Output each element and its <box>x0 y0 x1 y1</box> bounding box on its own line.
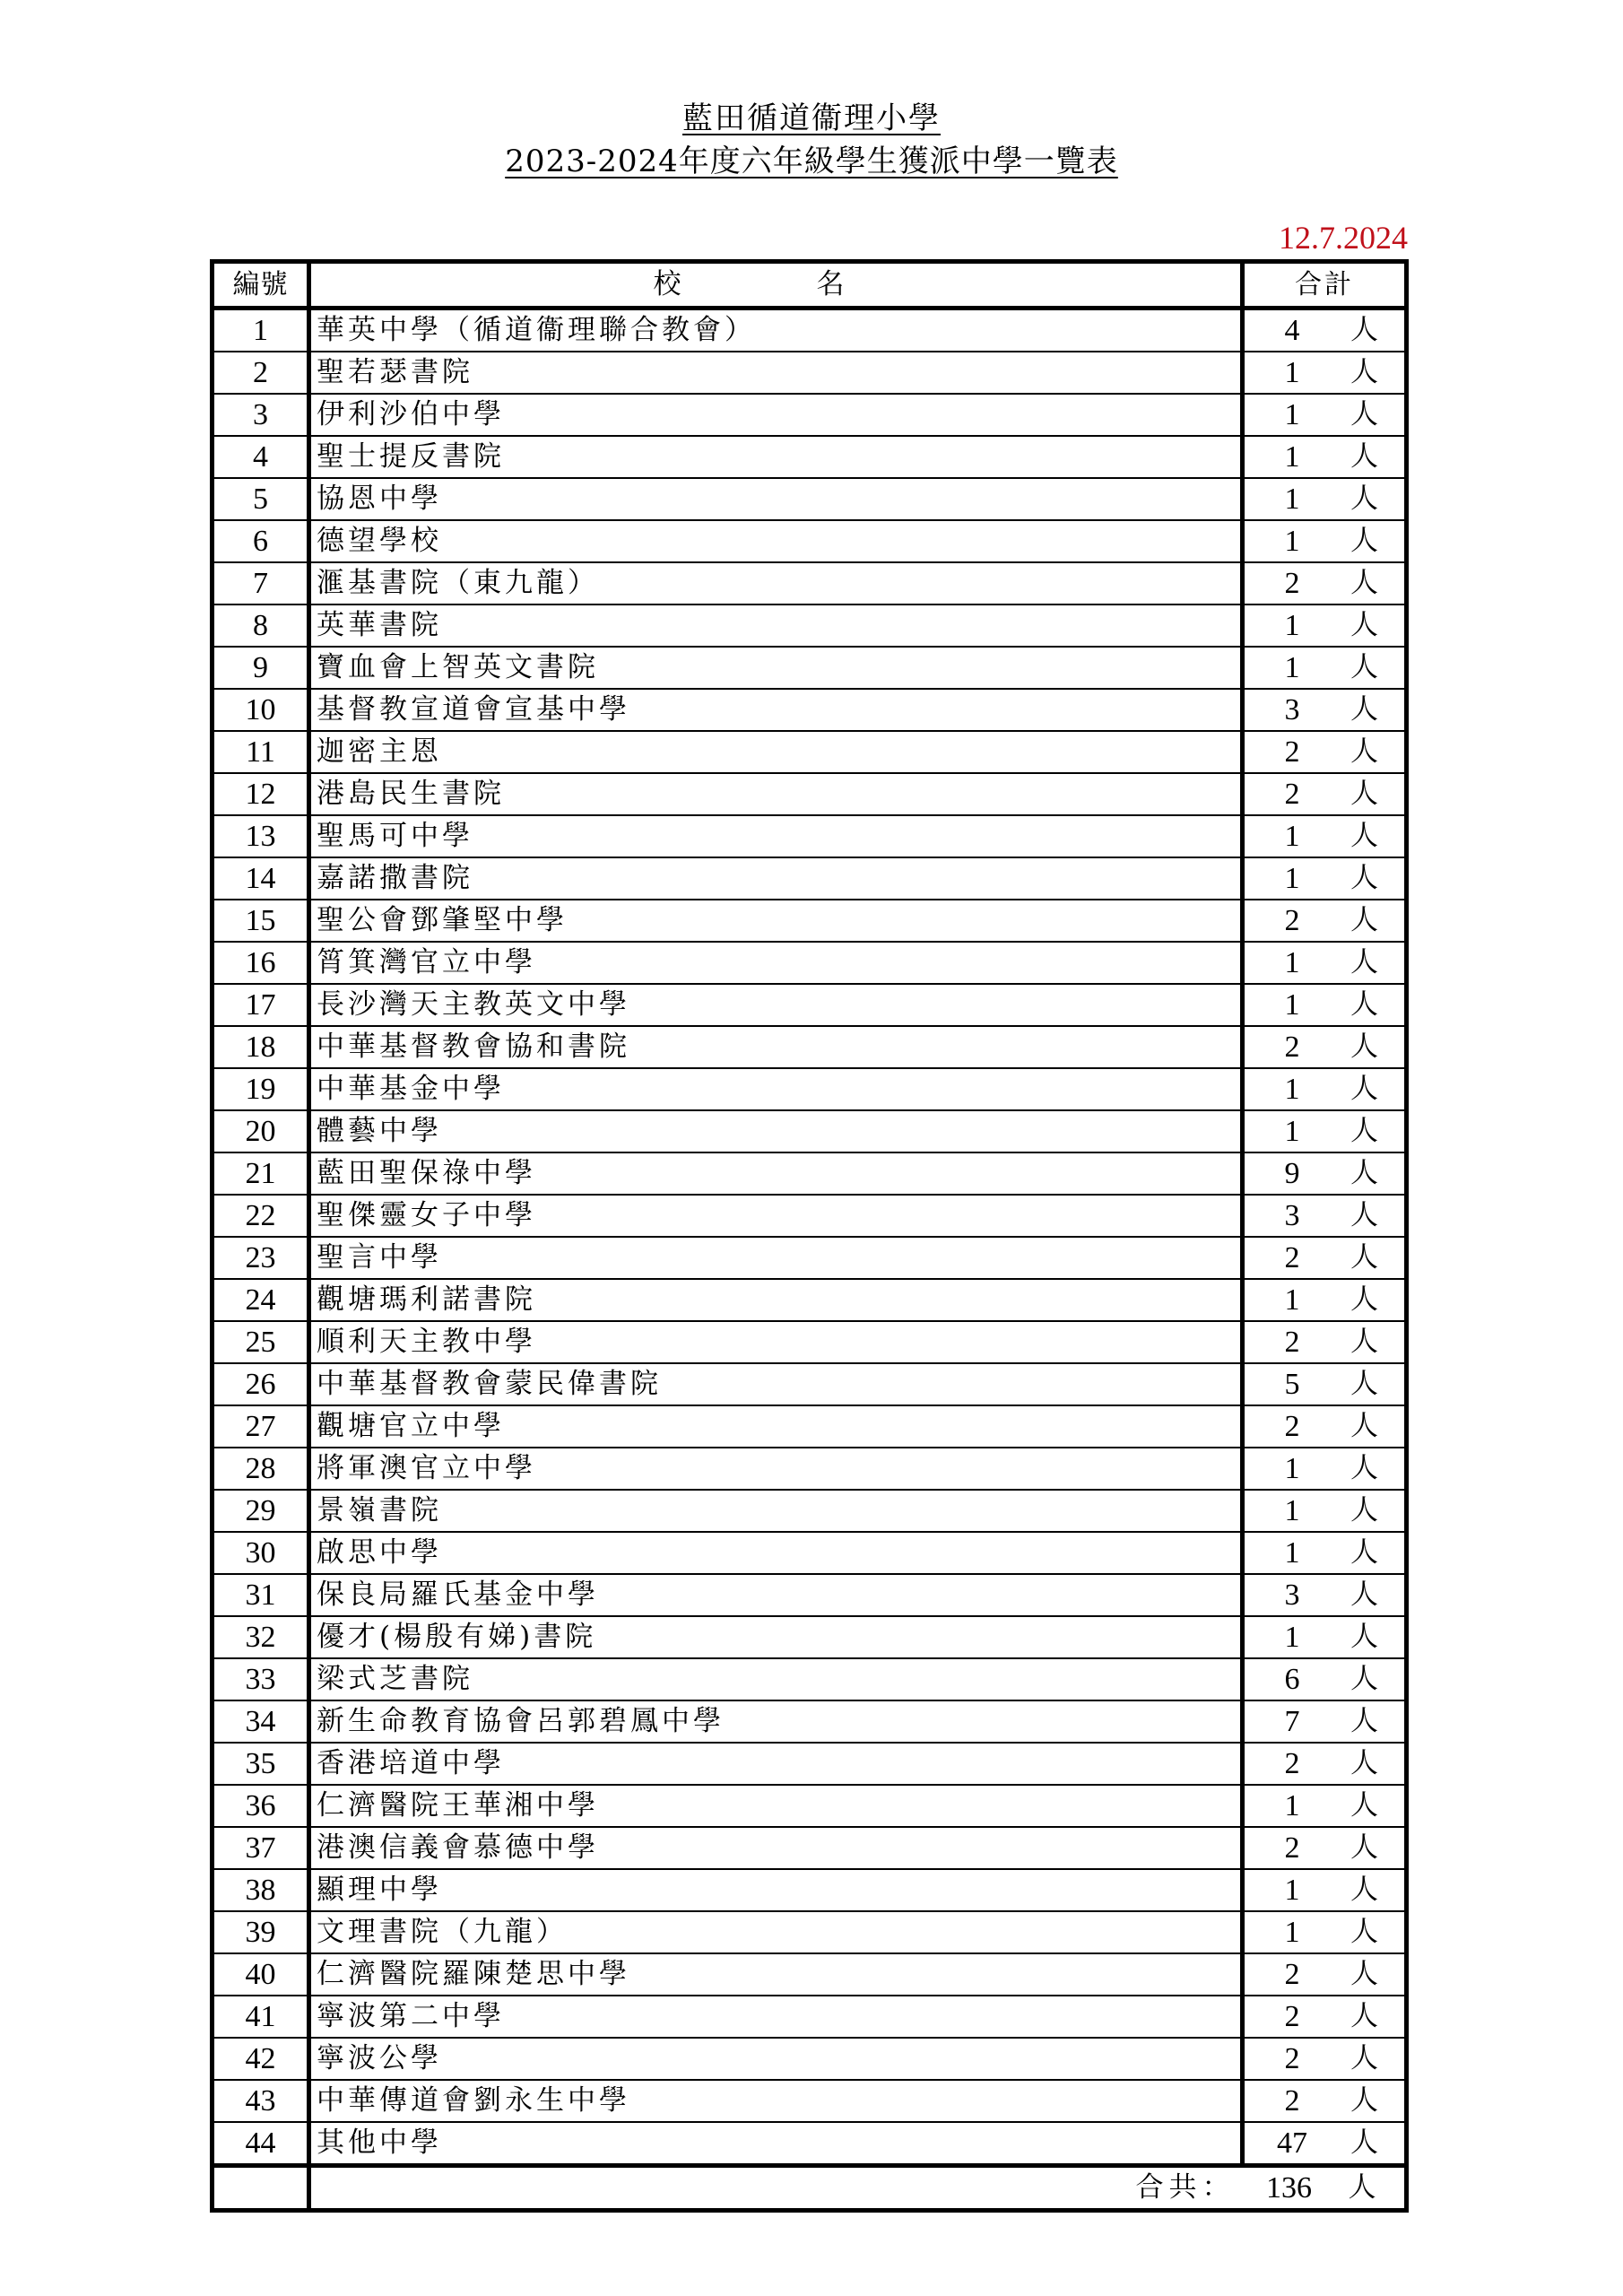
count-cell <box>1243 1911 1407 1953</box>
unit-label: 人 <box>1350 609 1378 641</box>
table-row <box>213 1532 1407 1574</box>
row-number: 25 <box>213 1321 309 1363</box>
column-header-total: 合計 <box>1243 262 1407 309</box>
school-name-cell: 梁式芝書院 <box>309 1658 1243 1700</box>
student-count: 2 <box>1284 2084 1300 2118</box>
school-name-cell: 基督教宣道會宣基中學 <box>309 689 1243 731</box>
school-name-cell: 仁濟醫院王華湘中學 <box>309 1785 1243 1827</box>
student-count: 1 <box>1284 1789 1300 1822</box>
student-count: 2 <box>1284 567 1300 600</box>
unit-label: 人 <box>1350 356 1378 388</box>
row-number: 6 <box>213 520 309 562</box>
row-number: 13 <box>213 815 309 857</box>
school-name-cell: 啟思中學 <box>309 1532 1243 1574</box>
count-cell <box>1243 1616 1407 1658</box>
student-count: 2 <box>1284 1958 1300 1991</box>
document-title <box>0 136 1623 180</box>
unit-label: 人 <box>1350 525 1378 557</box>
unit-label: 人 <box>1350 1115 1378 1147</box>
school-name-cell: 長沙灣天主教英文中學 <box>309 984 1243 1026</box>
table-row <box>213 900 1407 942</box>
table-row <box>213 942 1407 984</box>
count-cell <box>1243 394 1407 436</box>
table-row <box>213 647 1407 689</box>
table-row <box>213 773 1407 815</box>
student-count: 1 <box>1284 1536 1300 1570</box>
student-count: 1 <box>1284 1452 1300 1485</box>
student-count: 2 <box>1284 1326 1300 1359</box>
count-cell <box>1243 520 1407 562</box>
unit-label: 人 <box>1350 1410 1378 1442</box>
school-name-cell: 德望學校 <box>309 520 1243 562</box>
student-count: 2 <box>1284 904 1300 937</box>
table-row <box>213 1574 1407 1616</box>
unit-label: 人 <box>1350 1789 1378 1822</box>
student-count: 4 <box>1284 314 1300 347</box>
school-name-cell: 嘉諾撒書院 <box>309 857 1243 900</box>
row-number: 3 <box>213 394 309 436</box>
column-header-number: 編號 <box>213 262 309 309</box>
unit-label: 人 <box>1350 483 1378 515</box>
student-count: 2 <box>1284 2000 1300 2033</box>
row-number: 11 <box>213 731 309 773</box>
row-number: 35 <box>213 1743 309 1785</box>
school-name-cell: 觀塘官立中學 <box>309 1405 1243 1448</box>
student-count: 2 <box>1284 1831 1300 1865</box>
allocation-table <box>210 259 1409 2213</box>
row-number: 9 <box>213 647 309 689</box>
table-row <box>213 1869 1407 1911</box>
count-cell <box>1243 309 1407 352</box>
student-count: 1 <box>1284 1874 1300 1907</box>
count-cell <box>1243 1363 1407 1405</box>
count-cell <box>1243 1574 1407 1616</box>
row-number: 19 <box>213 1068 309 1110</box>
school-name-cell: 藍田聖保祿中學 <box>309 1152 1243 1195</box>
student-count: 1 <box>1284 1283 1300 1317</box>
student-count: 1 <box>1284 651 1300 684</box>
count-cell <box>1243 562 1407 604</box>
total-row <box>213 2166 1407 2211</box>
student-count: 1 <box>1284 1916 1300 1949</box>
count-cell <box>1243 1785 1407 1827</box>
row-number: 16 <box>213 942 309 984</box>
table-row <box>213 478 1407 520</box>
row-number: 42 <box>213 2038 309 2080</box>
school-name-cell: 英華書院 <box>309 604 1243 647</box>
school-name-cell: 仁濟醫院羅陳楚思中學 <box>309 1953 1243 1996</box>
school-name-cell: 景嶺書院 <box>309 1490 1243 1532</box>
unit-label: 人 <box>1350 904 1378 936</box>
table-row <box>213 436 1407 478</box>
row-number: 7 <box>213 562 309 604</box>
school-name-cell: 聖若瑟書院 <box>309 352 1243 394</box>
table-row <box>213 1279 1407 1321</box>
row-number: 18 <box>213 1026 309 1068</box>
student-count: 2 <box>1284 735 1300 769</box>
row-number: 29 <box>213 1490 309 1532</box>
student-count: 9 <box>1284 1157 1300 1190</box>
count-cell <box>1243 1279 1407 1321</box>
school-name-cell: 迦密主恩 <box>309 731 1243 773</box>
school-name-cell: 寶血會上智英文書院 <box>309 647 1243 689</box>
column-header-school: 校 名 <box>309 262 1243 309</box>
school-name-cell: 中華基督教會協和書院 <box>309 1026 1243 1068</box>
unit-label: 人 <box>1350 1452 1378 1484</box>
school-name-cell: 香港培道中學 <box>309 1743 1243 1785</box>
table-row <box>213 1026 1407 1068</box>
table-row <box>213 1152 1407 1195</box>
table-row <box>213 1363 1407 1405</box>
table-row <box>213 352 1407 394</box>
school-name-cell: 聖言中學 <box>309 1237 1243 1279</box>
unit-label: 人 <box>1350 1705 1378 1737</box>
table-row <box>213 1237 1407 1279</box>
row-number: 22 <box>213 1195 309 1237</box>
student-count: 2 <box>1284 1747 1300 1780</box>
school-name-cell: 聖士提反書院 <box>309 436 1243 478</box>
school-name-cell: 聖公會鄧肇堅中學 <box>309 900 1243 942</box>
school-name-cell: 伊利沙伯中學 <box>309 394 1243 436</box>
table-row <box>213 857 1407 900</box>
school-name-cell: 寧波第二中學 <box>309 1996 1243 2038</box>
unit-label: 人 <box>1350 1241 1378 1274</box>
count-cell <box>1243 352 1407 394</box>
count-cell <box>1243 2122 1407 2166</box>
unit-label: 人 <box>1350 398 1378 430</box>
student-count: 5 <box>1284 1368 1300 1401</box>
count-cell <box>1243 647 1407 689</box>
school-name-cell: 優才(楊殷有娣)書院 <box>309 1616 1243 1658</box>
count-cell <box>1243 478 1407 520</box>
unit-label: 人 <box>1350 1326 1378 1358</box>
unit-label: 人 <box>1350 1578 1378 1611</box>
student-count: 1 <box>1284 946 1300 979</box>
school-name-cell: 中華基金中學 <box>309 1068 1243 1110</box>
student-count: 6 <box>1284 1663 1300 1696</box>
school-name-cell: 港澳信義會慕德中學 <box>309 1827 1243 1869</box>
count-cell <box>1243 984 1407 1026</box>
count-cell <box>1243 1869 1407 1911</box>
student-count: 1 <box>1284 525 1300 558</box>
count-cell <box>1243 1026 1407 1068</box>
school-name-cell: 協恩中學 <box>309 478 1243 520</box>
unit-label: 人 <box>1350 2126 1378 2159</box>
unit-label: 人 <box>1350 1747 1378 1779</box>
school-name-cell: 顯理中學 <box>309 1869 1243 1911</box>
table-row <box>213 1911 1407 1953</box>
table-header-row <box>213 262 1407 309</box>
unit-label: 人 <box>1350 693 1378 726</box>
table-row <box>213 1448 1407 1490</box>
table-row <box>213 562 1407 604</box>
school-name-cell: 順利天主教中學 <box>309 1321 1243 1363</box>
table-row <box>213 1110 1407 1152</box>
row-number: 30 <box>213 1532 309 1574</box>
table-row <box>213 1405 1407 1448</box>
student-count: 1 <box>1284 356 1300 389</box>
row-number: 36 <box>213 1785 309 1827</box>
unit-label: 人 <box>1350 820 1378 852</box>
school-name-cell: 保良局羅氏基金中學 <box>309 1574 1243 1616</box>
row-number: 1 <box>213 309 309 352</box>
row-number: 43 <box>213 2080 309 2122</box>
unit-label: 人 <box>1350 1916 1378 1948</box>
count-cell <box>1243 731 1407 773</box>
student-count: 1 <box>1284 398 1300 431</box>
unit-label: 人 <box>1350 314 1378 346</box>
student-count: 1 <box>1284 862 1300 895</box>
unit-label: 人 <box>1350 735 1378 768</box>
table-row <box>213 689 1407 731</box>
student-count: 3 <box>1284 693 1300 726</box>
student-count: 1 <box>1284 988 1300 1022</box>
count-cell <box>1243 1152 1407 1195</box>
row-number: 37 <box>213 1827 309 1869</box>
unit-label: 人 <box>1350 1283 1378 1316</box>
unit-label: 人 <box>1350 1958 1378 1990</box>
student-count: 1 <box>1284 1621 1300 1654</box>
table-row <box>213 1321 1407 1363</box>
unit-label: 人 <box>1350 440 1378 473</box>
count-cell <box>1243 1321 1407 1363</box>
table-row <box>213 394 1407 436</box>
count-cell <box>1243 1237 1407 1279</box>
school-name-cell: 聖馬可中學 <box>309 815 1243 857</box>
school-name <box>0 93 1623 137</box>
count-cell <box>1243 1195 1407 1237</box>
student-count: 47 <box>1277 2126 1307 2160</box>
row-number: 27 <box>213 1405 309 1448</box>
student-count: 3 <box>1284 1199 1300 1232</box>
row-number: 15 <box>213 900 309 942</box>
unit-label: 人 <box>1350 1831 1378 1864</box>
unit-label: 人 <box>1350 1368 1378 1400</box>
unit-label: 人 <box>1350 1157 1378 1189</box>
row-number: 12 <box>213 773 309 815</box>
school-name-cell: 新生命教育協會呂郭碧鳳中學 <box>309 1700 1243 1743</box>
school-name-cell: 中華傳道會劉永生中學 <box>309 2080 1243 2122</box>
count-cell <box>1243 2080 1407 2122</box>
unit-label: 人 <box>1350 2084 1378 2117</box>
school-name-cell: 滙基書院（東九龍） <box>309 562 1243 604</box>
unit-label: 人 <box>1350 1663 1378 1695</box>
count-cell <box>1243 1532 1407 1574</box>
student-count: 2 <box>1284 1241 1300 1274</box>
table-row <box>213 1827 1407 1869</box>
document-title-text: 2023-2024年度六年級學生獲派中學一覽表 <box>505 144 1118 179</box>
student-count: 1 <box>1284 820 1300 853</box>
count-cell <box>1243 815 1407 857</box>
unit-label: 人 <box>1350 1621 1378 1653</box>
row-number: 26 <box>213 1363 309 1405</box>
table-row <box>213 309 1407 352</box>
row-number: 34 <box>213 1700 309 1743</box>
table-row <box>213 815 1407 857</box>
unit-label: 人 <box>1350 1536 1378 1569</box>
count-cell <box>1243 1110 1407 1152</box>
row-number: 5 <box>213 478 309 520</box>
student-count: 1 <box>1284 1494 1300 1527</box>
unit-label: 人 <box>1350 988 1378 1021</box>
table-row <box>213 1068 1407 1110</box>
row-number: 2 <box>213 352 309 394</box>
table-row <box>213 1658 1407 1700</box>
document-date: 12.7.2024 <box>1279 220 1408 256</box>
student-count: 1 <box>1284 609 1300 642</box>
student-count: 3 <box>1284 1578 1300 1612</box>
school-name-cell: 文理書院（九龍） <box>309 1911 1243 1953</box>
table-row <box>213 1996 1407 2038</box>
row-number: 39 <box>213 1911 309 1953</box>
row-number: 33 <box>213 1658 309 1700</box>
count-cell <box>1243 1068 1407 1110</box>
table-row <box>213 1616 1407 1658</box>
row-number: 4 <box>213 436 309 478</box>
unit-label: 人 <box>1350 1874 1378 1906</box>
school-name-cell: 中華基督教會蒙民偉書院 <box>309 1363 1243 1405</box>
total-label: 合共： <box>309 2166 1243 2211</box>
unit-label: 人 <box>1350 651 1378 683</box>
student-count: 7 <box>1284 1705 1300 1738</box>
count-cell <box>1243 1996 1407 2038</box>
count-cell <box>1243 689 1407 731</box>
school-name-cell: 聖傑靈女子中學 <box>309 1195 1243 1237</box>
table-row <box>213 1953 1407 1996</box>
table-row <box>213 1195 1407 1237</box>
count-cell <box>1243 1658 1407 1700</box>
table-row <box>213 2122 1407 2166</box>
school-name-cell: 寧波公學 <box>309 2038 1243 2080</box>
count-cell <box>1243 436 1407 478</box>
row-number: 41 <box>213 1996 309 2038</box>
school-name-cell: 筲箕灣官立中學 <box>309 942 1243 984</box>
row-number: 17 <box>213 984 309 1026</box>
row-number: 44 <box>213 2122 309 2166</box>
unit-label: 人 <box>1350 567 1378 599</box>
school-name-cell: 其他中學 <box>309 2122 1243 2166</box>
school-name-cell: 觀塘瑪利諾書院 <box>309 1279 1243 1321</box>
total-count-cell <box>1243 2166 1407 2211</box>
row-number: 31 <box>213 1574 309 1616</box>
unit-label: 人 <box>1350 862 1378 894</box>
table-row <box>213 731 1407 773</box>
student-count: 2 <box>1284 778 1300 811</box>
unit-label: 人 <box>1350 946 1378 978</box>
unit-label: 人 <box>1350 1199 1378 1231</box>
row-number: 28 <box>213 1448 309 1490</box>
student-count: 1 <box>1284 1115 1300 1148</box>
count-cell <box>1243 1448 1407 1490</box>
total-row-blank <box>213 2166 309 2211</box>
table-row <box>213 2080 1407 2122</box>
unit-label: 人 <box>1350 1073 1378 1105</box>
unit-label: 人 <box>1350 778 1378 810</box>
table-row <box>213 1743 1407 1785</box>
table-row <box>213 1785 1407 1827</box>
unit-label: 人 <box>1350 1031 1378 1063</box>
count-cell <box>1243 857 1407 900</box>
table-row <box>213 1700 1407 1743</box>
count-cell <box>1243 1405 1407 1448</box>
count-cell <box>1243 942 1407 984</box>
row-number: 38 <box>213 1869 309 1911</box>
table-row <box>213 984 1407 1026</box>
count-cell <box>1243 900 1407 942</box>
school-name-cell: 港島民生書院 <box>309 773 1243 815</box>
school-name-cell: 華英中學（循道衞理聯合教會） <box>309 309 1243 352</box>
student-count: 2 <box>1284 1410 1300 1443</box>
student-count: 2 <box>1284 2042 1300 2075</box>
unit-label: 人 <box>1350 2000 1378 2032</box>
row-number: 24 <box>213 1279 309 1321</box>
count-cell <box>1243 1700 1407 1743</box>
school-name-cell: 體藝中學 <box>309 1110 1243 1152</box>
row-number: 8 <box>213 604 309 647</box>
student-count: 2 <box>1284 1031 1300 1064</box>
count-cell <box>1243 1827 1407 1869</box>
row-number: 20 <box>213 1110 309 1152</box>
row-number: 14 <box>213 857 309 900</box>
student-count: 1 <box>1284 1073 1300 1106</box>
school-name-cell: 將軍澳官立中學 <box>309 1448 1243 1490</box>
student-count: 1 <box>1284 483 1300 516</box>
student-count: 1 <box>1284 440 1300 474</box>
total-count: 136 <box>1266 2171 1312 2205</box>
row-number: 23 <box>213 1237 309 1279</box>
count-cell <box>1243 773 1407 815</box>
total-unit: 人 <box>1348 2171 1376 2204</box>
table-row <box>213 604 1407 647</box>
row-number: 40 <box>213 1953 309 1996</box>
table-row <box>213 2038 1407 2080</box>
row-number: 10 <box>213 689 309 731</box>
table-row <box>213 1490 1407 1532</box>
count-cell <box>1243 1743 1407 1785</box>
count-cell <box>1243 1490 1407 1532</box>
school-name-text: 藍田循道衞理小學 <box>682 100 941 136</box>
table-row <box>213 520 1407 562</box>
unit-label: 人 <box>1350 1494 1378 1526</box>
count-cell <box>1243 604 1407 647</box>
table-body <box>213 309 1407 2166</box>
count-cell <box>1243 1953 1407 1996</box>
count-cell <box>1243 2038 1407 2080</box>
row-number: 32 <box>213 1616 309 1658</box>
unit-label: 人 <box>1350 2042 1378 2074</box>
row-number: 21 <box>213 1152 309 1195</box>
